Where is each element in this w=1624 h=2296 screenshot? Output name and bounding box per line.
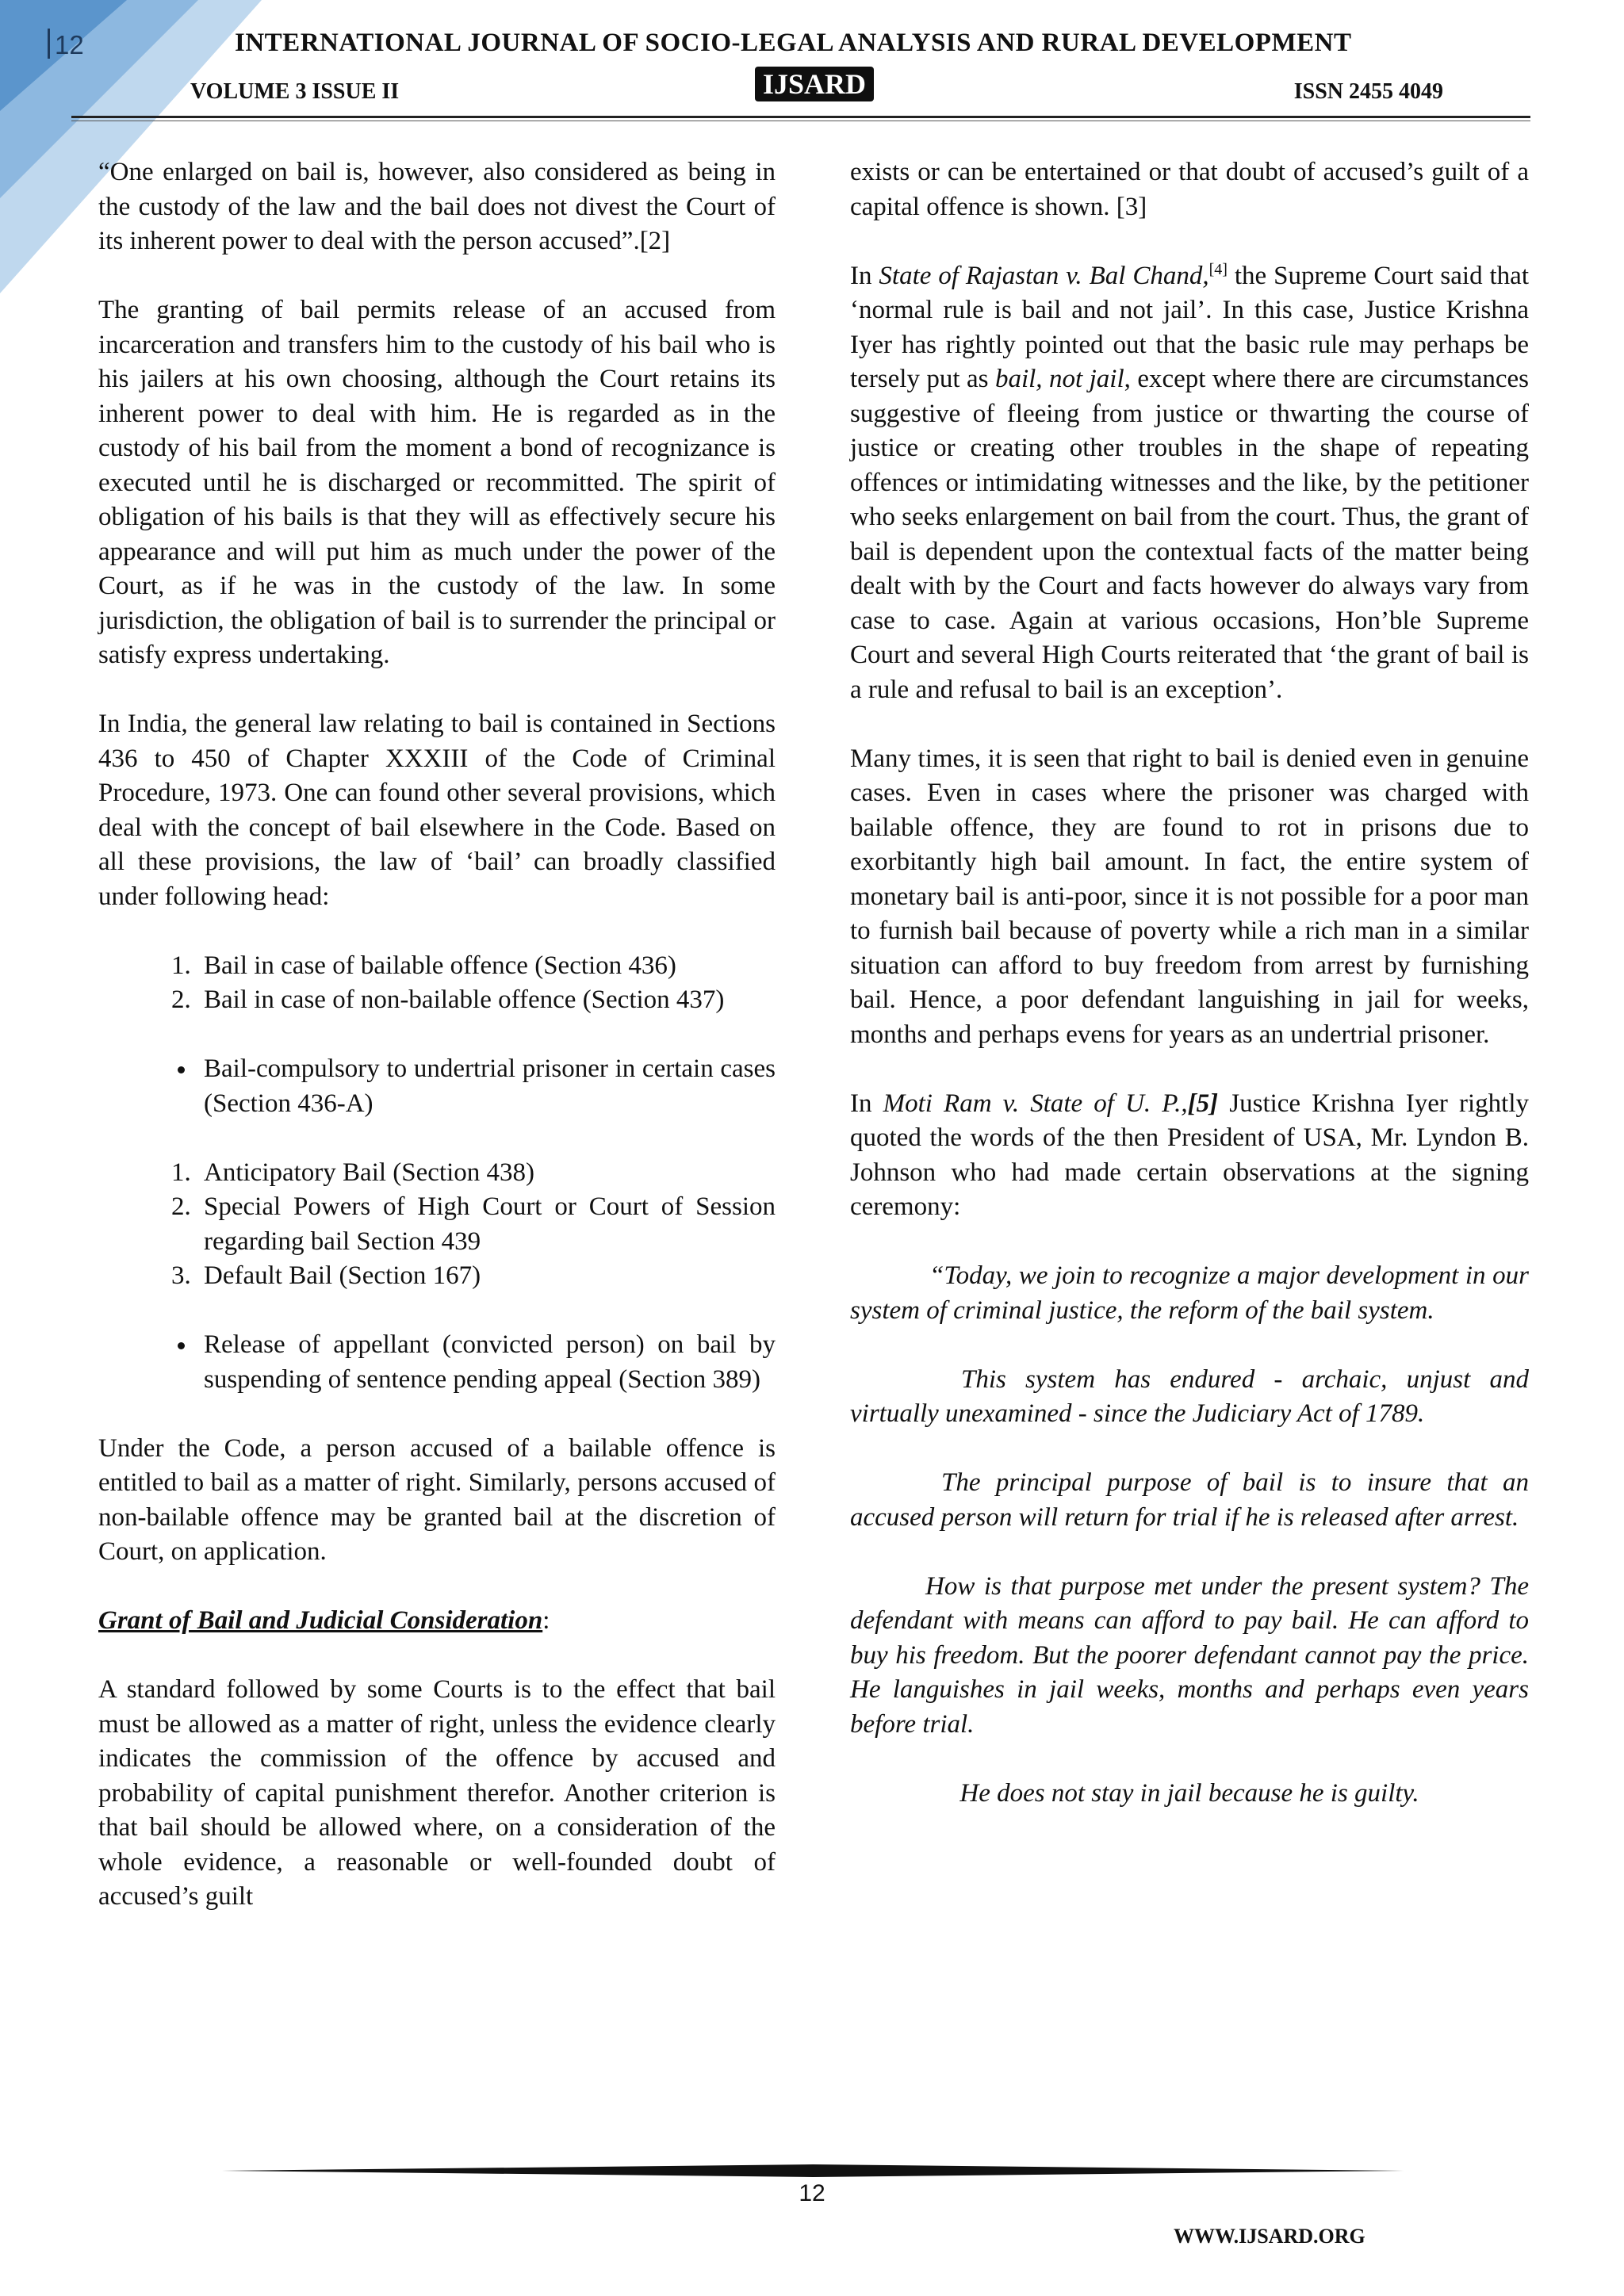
- list-item: 3. Default Bail (Section 167): [197, 1259, 776, 1294]
- volume-issue: VOLUME 3 ISSUE II: [190, 79, 400, 104]
- case-name: Moti Ram v. State of U. P.,: [883, 1089, 1188, 1118]
- case-name: State of Rajastan v. Bal Chand,: [879, 261, 1209, 290]
- quote-paragraph: The principal purpose of bail is to insure that an accused person will return for trial if he is released after arrest.: [850, 1468, 1529, 1532]
- footer-rule: [222, 2164, 1404, 2177]
- list-item: • Bail-compulsory to undertrial prisoner in certain cases (Section 436-A): [197, 1052, 776, 1121]
- left-column: [98, 155, 776, 1915]
- footnote-ref: [4]: [1208, 260, 1228, 278]
- paragraph: Under the Code, a person accused of a bailable offence is entitled to bail as a matter of right. Similarly, persons accused of non-bailable offence may be granted bail at the discretion of Court, on application.: [98, 1433, 776, 1566]
- header-rule: [71, 116, 1530, 118]
- list-item: 1. Anticipatory Bail (Section 438): [197, 1156, 776, 1191]
- footer-url[interactable]: WWW.IJSARD.ORG: [1174, 2225, 1365, 2248]
- paragraph: In India, the general law relating to bail is contained in Sections 436 to 450 of Chapter XXXIII of the Code of Criminal Procedure, 1973. One can found other several provisions, which deal with the concept of bail elsewhere in the Code. Based on all these provisions, the law of ‘bail’ can broadly classified under following head:: [98, 710, 776, 911]
- numbered-list: [98, 1156, 776, 1294]
- paragraph: In Moti Ram v. State of U. P.,[5] Justice Krishna Iyer rightly quoted the words of the then President of USA, Mr. Lyndon B. Johnson who had made certain observations at the signing ceremony:: [850, 1089, 1530, 1221]
- paragraph: “One enlarged on bail is, however, also considered as being in the custody of the law and the bail does not divest the Court of its inherent power to deal with the person accused”.[2]: [98, 158, 776, 255]
- paragraph: The granting of bail permits release of an accused from incarceration and transfers him to the custody of his bail who is his jailers at his own choosing, although the Court retains its inherent power to deal with him. He is regarded as in the custody of his bail from the moment a bond of recognizance is executed until he is discharged or recommitted. The spirit of obligation of his bails is that they will as effectively secure his appearance and will put him as much under the power of the Court, as if he was in the custody of the law. In some jurisdiction, the obligation of bail is to surrender the principal or satisfy express undertaking.: [98, 296, 776, 669]
- bullet-list: [98, 1328, 776, 1397]
- paragraph: A standard followed by some Courts is to the effect that bail must be allowed as a matter of right, unless the evidence clearly indicates the commission of the offence by accused and probability of capital punishment therefor. Another criterion is that bail should be allowed where, on a consideration of the whole evidence, a reasonable or well-founded doubt of accused’s guilt: [98, 1675, 776, 1911]
- paragraph: exists or can be entertained or that doubt of accused’s guilt of a capital offence is shown. [3]: [850, 158, 1529, 221]
- list-item: 2. Bail in case of non-bailable offence (Section 437): [197, 983, 776, 1018]
- footer-page-number: 12: [799, 2180, 825, 2206]
- section-heading: Grant of Bail and Judicial Consideration: [98, 1606, 543, 1635]
- paragraph: Many times, it is seen that right to bail is denied even in genuine cases. Even in cases where the prisoner was charged with bailable offence, they are found to rot in prisons due to exorbitantly high bail amount. In fact, the entire system of monetary bail is anti-poor, since it is not possible for a poor man to furnish bail because of poverty while a rich man in a similar situation can afford to buy freedom from arrest by furnishing bail. Hence, a poor defendant languishing in jail for weeks, months and perhaps evens for years as an undertrial prisoner.: [850, 744, 1529, 1049]
- paragraph: In State of Rajastan v. Bal Chand,[4] the Supreme Court said that ‘normal rule is bail and not jail’. In this case, Justice Krishna Iyer has rightly pointed out that the basic rule may perhaps be tersely put as bail, not jail, except where there are circumstances suggestive of fleeing from justice or thwarting the course of justice or creating other troubles in the shape of repeating offences or intimidating witnesses and the like, by the petitioner who seeks enlargement on bail from the court. Thus, the grant of bail is dependent upon the contextual facts of the matter being dealt with by the Court and facts however do always vary from case to case. Again at various occasions, Hon’ble Supreme Court and several High Courts reiterated that ‘the grant of bail is a rule and refusal to bail is an exception’.: [850, 260, 1530, 704]
- bullet-list: [98, 1052, 776, 1121]
- journal-title: INTERNATIONAL JOURNAL OF SOCIO-LEGAL ANALYSIS AND RURAL DEVELOPMENT: [235, 29, 1352, 57]
- issn: ISSN 2455 4049: [1293, 79, 1443, 104]
- numbered-list: [98, 949, 776, 1018]
- list-item: • Release of appellant (convicted person) on bail by suspending of sentence pending appeal (Section 389): [197, 1328, 776, 1397]
- quote-paragraph: This system has endured - archaic, unjust and virtually unexamined - since the Judiciary Act of 1789.: [850, 1364, 1529, 1428]
- header-page-number: 12: [48, 29, 84, 60]
- header-row: [190, 68, 1443, 111]
- section-heading-line: Grant of Bail and Judicial Consideration:: [98, 1606, 550, 1635]
- right-column: [850, 155, 1529, 1811]
- quote-paragraph: “Today, we join to recognize a major development in our system of criminal justice, the reform of the bail system.: [850, 1261, 1529, 1325]
- list-item: 2. Special Powers of High Court or Court of Session regarding bail Section 439: [197, 1190, 776, 1259]
- quote-paragraph: How is that purpose met under the present system? The defendant with means can afford to pay bail. He can afford to buy his freedom. But the poorer defendant cannot pay the price. He languishes in jail weeks, months and perhaps even years before trial.: [850, 1571, 1529, 1739]
- footnote-ref: [5]: [1187, 1089, 1219, 1118]
- quote-paragraph: He does not stay in jail because he is guilty.: [959, 1778, 1419, 1808]
- journal-logo: IJSARD: [755, 67, 874, 101]
- list-item: 1. Bail in case of bailable offence (Section 436): [197, 949, 776, 984]
